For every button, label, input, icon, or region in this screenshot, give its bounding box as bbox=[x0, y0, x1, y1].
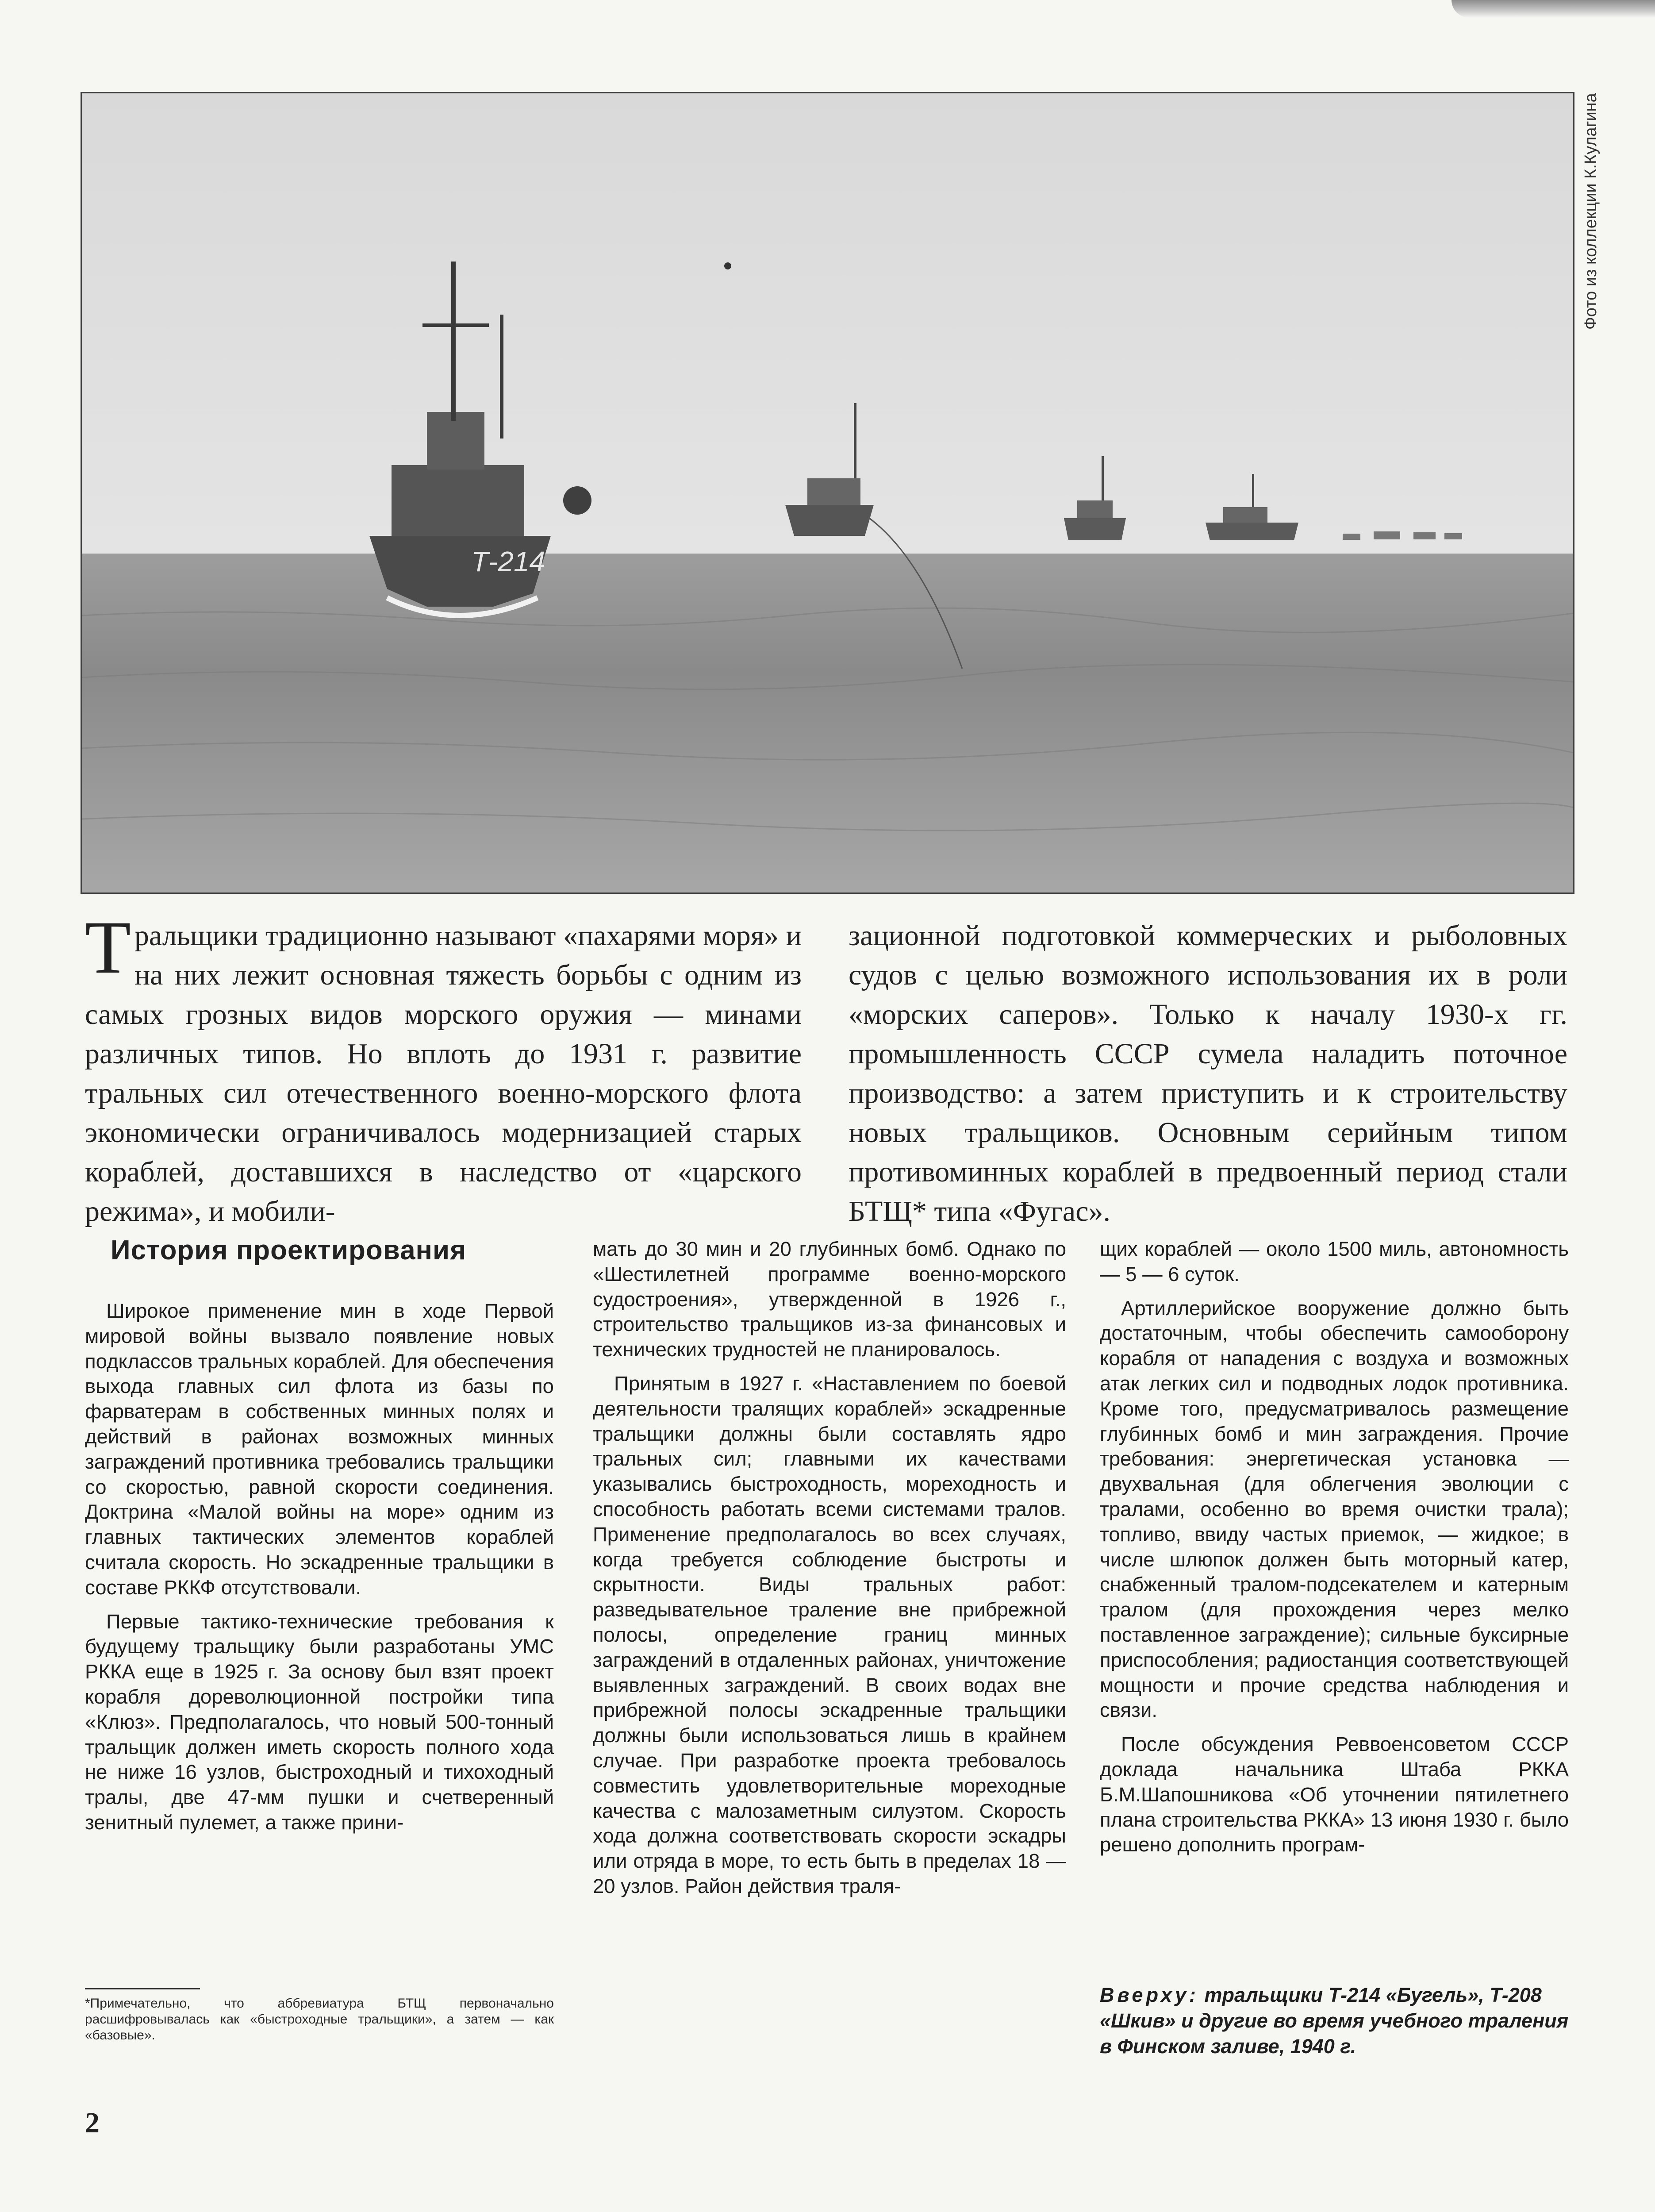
paragraph: Широкое применение мин в ходе Первой мировой войны вызвало появление новых подклассов тральных кораблей. Для обеспечения выхода главных сил флота из базы по фарватерам в собственных минных полях и действий в районах возможных минных заграждений противника требовались тральщики со скоростью, равной скорости соединения. Доктрина «Малой войны на море» одним из главных тактических элементов кораблей считала скорость. Но эскадренные тральщики в составе РККФ отсутствовали. bbox=[85, 1300, 554, 1599]
photo-illustration bbox=[82, 93, 1573, 892]
body-column-1 bbox=[85, 1299, 554, 1835]
paragraph: Первые тактико-технические требования к будущему тральщику были разработаны УМС РККА еще в 1925 г. За основу был взят проект корабля дореволюционной постройки типа «Клюз». Предполагалось, что новый 500-тонный тральщик должен иметь скорость полного хода не ниже 16 узлов, быстроходный и тихоходный тралы, две 47-мм пушки и счетверенный зенитный пулемет, а также прини- bbox=[85, 1610, 554, 1834]
page-number: 2 bbox=[85, 2107, 100, 2139]
intro-left-column bbox=[85, 906, 802, 1231]
paragraph: После обсуждения Реввоенсоветом СССР доклада начальника Штаба РККА Б.М.Шапошникова «Об уточнении пятилетнего плана строительства РККА» 13 июня 1930 г. было решено дополнить програм- bbox=[1100, 1733, 1569, 1856]
dropcap: Т bbox=[85, 906, 131, 989]
intro-right-text: зационной подготовкой коммерческих и рыболовных судов с целью возможного использования их в роли «морских саперов». Только к началу 1930-х гг. промышленность СССР сумела наладить поточное производство: а затем приступить и к строительству новых тральщиков. Основным серийным типом противоминных кораблей в предвоенный период стали БТЩ* типа «Фугас». bbox=[849, 919, 1567, 1227]
section-heading: История проектирования bbox=[111, 1235, 467, 1266]
paragraph: щих кораблей — около 1500 миль, автономность — 5 — 6 суток. bbox=[1100, 1238, 1569, 1285]
photo-credit: Фото из коллекции К.Кулагина bbox=[1582, 93, 1600, 330]
page-corner-shadow bbox=[1451, 0, 1655, 18]
footnote: *Примечательно, что аббревиатура БТЩ первоначально расшифровывалась как «быстроходные тральщики», а затем — как «базовые». bbox=[85, 1996, 554, 2043]
paragraph: Артиллерийское вооружение должно быть достаточным, чтобы обеспечить самооборону корабля от нападения с воздуха и возможных атак легких сил и подводных лодок противника. Кроме того, предусматривалось размещение глубинных бомб и мин заграждения. Прочие требования: энергетическая установка — двухвальная (для облегчения эволюции с тралами, особенно во время очистки трала); топливо, ввиду частых приемок, — жидкое; в числе шлюпок должен быть моторный катер, снабженный тралом-подсекателем и катерным тралом (для прохождения через мелко поставленное заграждение); сильные буксирные приспособления; радиостанция соответствующей мощности и прочие средства наблюдения и связи. bbox=[1100, 1296, 1569, 1722]
minesweepers-photo bbox=[81, 92, 1574, 894]
footnote-divider bbox=[85, 1988, 200, 1989]
photo-caption bbox=[1100, 1982, 1569, 2059]
paragraph: Принятым в 1927 г. «Наставлением по боевой деятельности тралящих кораблей» эскадренные тральщики должны были составлять ядро тральных сил; главными их качествами указывались быстроходность, мореходность и способность работать всеми системами тралов. Применение предполагалось во всех случаях, когда требуется соблюдение быстроты и скрытности. Виды тральных работ: разведывательное траление вне прибрежной полосы, определение границ минных заграждений в отдаленных районах, уничтожение выявленных заграждений. В своих водах вне прибрежной полосы эскадренные тральщики должны были использоваться лишь в крайнем случае. При разработке проекта требовалось совместить удовлетворительные мореходные качества с малозаметным силуэтом. Скорость хода должна соответствовать скорости эскадры или отряда в море, то есть быть в пределах 18 — 20 узлов. Район действия траля- bbox=[593, 1372, 1066, 1897]
body-column-3 bbox=[1100, 1237, 1569, 1858]
intro-right-column bbox=[849, 916, 1567, 1231]
distant-aircraft bbox=[724, 262, 731, 269]
paragraph: мать до 30 мин и 20 глубинных бомб. Однако по «Шестилетней программе военно-морского судостроения», утвержденной в 1926 г., строительство тральщиков из-за финансовых и технических трудностей не планировалось. bbox=[593, 1238, 1066, 1361]
caption-lead: Вверху: bbox=[1100, 1984, 1199, 2006]
caption-text: тральщики Т-214 «Бугель», Т-208 «Шкив» и другие во время учебного траления в Финском заливе, 1940 г. bbox=[1100, 1984, 1569, 2058]
bow-marking: Т-214 bbox=[471, 546, 545, 577]
body-column-2 bbox=[593, 1237, 1066, 1899]
intro-left-text: ральщики традиционно называют «пахарями моря» и на них лежит основная тяжесть борьбы с одним из самых грозных видов морского оружия — минами различных типов. Но вплоть до 1931 г. развитие тральных сил отечественного военно-морского флота экономически ограничивалось модернизацией старых кораблей, доставшихся в наследство от «царского режима», и мобили- bbox=[85, 919, 802, 1227]
